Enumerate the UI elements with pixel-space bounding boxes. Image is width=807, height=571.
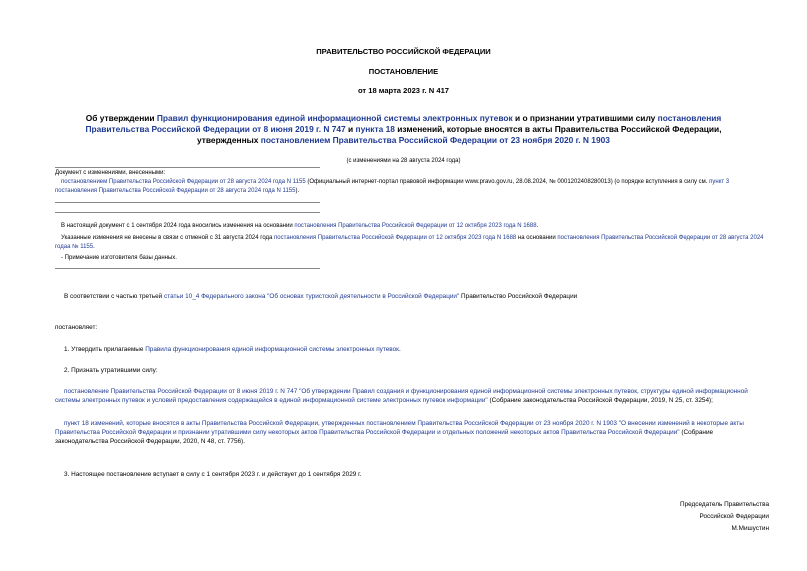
preamble-text: Правительство Российской Федерации xyxy=(459,293,578,300)
divider xyxy=(55,202,320,203)
note-text: . xyxy=(93,243,95,250)
divider xyxy=(55,268,320,269)
item-3: 3. Настоящее постановление вступает в силу с 1 сентября 2023 г. и действует до 1 сентября 2029 г. xyxy=(64,471,362,478)
link-resolution-1155[interactable]: постановления Правительства Российской Федерации от 28 августа 2024 годаа № 1155 xyxy=(55,235,764,250)
document-title xyxy=(55,113,752,146)
preamble-text: В соответствии с частью третьей xyxy=(64,293,165,300)
signature-position: Председатель Правительства xyxy=(680,501,769,508)
link-approved-rules[interactable]: Правила функционирования единой информационной системы электронных путевок xyxy=(145,346,399,353)
note-changes xyxy=(55,222,767,231)
title-text: Об утверждении xyxy=(85,113,157,123)
link-item-18-resolution-1903[interactable]: пункт 18 изменений, которые вносятся в акты Правительства Российской Федерации, утвержденных постановлением Правительства Российской Федерации от 23 ноября 2020 г. N 1903 "О внесении изменений в некоторые акты Правительства Российской Федерации и признании утратившими силу некоторых актов Правительства Российской Федерации и отдельных положений некоторых актов Правительства Российской Федерации" xyxy=(55,420,744,436)
document-type: ПОСТАНОВЛЕНИЕ xyxy=(368,67,439,76)
title-text: изменений, которые вносятся в акты Правительства Российской Федерации, утвержденных xyxy=(197,124,722,145)
preamble xyxy=(64,292,764,301)
changes-list xyxy=(55,178,767,195)
title-link-resolution-1903[interactable]: постановлением Правительства Российской Федерации от 23 ноября 2020 г. N 1903 xyxy=(260,135,610,145)
title-text: и xyxy=(345,124,356,134)
changes-text: (Официальный интернет-портал правовой информации www.pravo.gov.ru, 28.08.2024, № 0001202408280013) (о порядке вступления в силу см. xyxy=(305,179,710,185)
title-link-rules[interactable]: Правил функционирования единой информационной системы электронных путевок xyxy=(156,113,513,123)
note-text: . xyxy=(536,223,539,229)
resolves-keyword: постановляет: xyxy=(55,324,98,331)
link-article-10-4[interactable]: статьи 10_4 Федерального закона "Об основах туристской деятельности в Российской Федерации" xyxy=(164,293,460,300)
item-text: (Собрание законодательства Российской Федерации, 2019, N 25, ст. 3254); xyxy=(487,397,713,404)
item-text: 1. Утвердить прилагаемые xyxy=(64,346,146,353)
item-1 xyxy=(64,345,764,354)
document-date-number: от 18 марта 2023 г. N 417 xyxy=(357,86,450,95)
signature-name: М.Мишустин xyxy=(731,525,769,532)
item-text: . xyxy=(398,346,401,353)
item-text: (Собрание законодательства Российской Федерации, 2020, N 48, ст. 7756). xyxy=(55,429,714,445)
link-resolution-1688[interactable]: постановления Правительства Российской Федерации от 12 октября 2023 года N 1688 xyxy=(294,223,537,229)
link-resolution-1688[interactable]: постановления Правительства Российской Федерации от 12 октября 2023 года N 1688 xyxy=(274,235,517,241)
changes-text: ). xyxy=(295,187,300,194)
note-not-applied xyxy=(55,234,767,251)
signature-country: Российской Федерации xyxy=(699,513,769,520)
divider xyxy=(55,212,320,213)
item-2-sub-2 xyxy=(55,419,767,446)
amended-note: (с изменениями на 28 августа 2024 года) xyxy=(346,158,461,164)
note-text: Указанные изменения не внесены в связи с отменой с 31 августа 2024 года xyxy=(61,235,275,241)
item-2: 2. Признать утратившими силу: xyxy=(64,367,158,374)
link-resolution-1155[interactable]: постановлением Правительства Российской Федерации от 28 августа 2024 года N 1155 xyxy=(61,179,306,185)
database-note: - Примечание изготовителя базы данных. xyxy=(61,255,177,261)
link-item-3-resolution-1155[interactable]: пункт 3 постановления Правительства Российской Федерации от 28 августа 2024 года N 1155 xyxy=(55,179,730,194)
title-link-resolution-747[interactable]: постановления Правительства Российской Федерации от 8 июня 2019 г. N 747 xyxy=(85,113,722,134)
note-text: на основании xyxy=(516,235,558,241)
title-link-item-18[interactable]: пункта 18 xyxy=(355,124,395,134)
link-resolution-747[interactable]: постановление Правительства Российской Федерации от 8 июня 2019 г. N 747 "Об утверждении Правил создания и функционирования единой информационной системы электронных путевок, структуры единой информационной системы электронных путевок и условий предоставления содержащейся в единой информационной системе электронных путевок информации" xyxy=(55,388,748,404)
changes-intro: Документ с изменениями, внесенными: xyxy=(55,170,166,176)
title-text: и о признании утратившими силу xyxy=(512,113,658,123)
government-name: ПРАВИТЕЛЬСТВО РОССИЙСКОЙ ФЕДЕРАЦИИ xyxy=(316,47,491,56)
divider xyxy=(55,167,320,168)
signature-block xyxy=(680,499,769,535)
item-2-sub-1 xyxy=(55,387,767,405)
note-text: В настоящий документ с 1 сентября 2024 года вносились изменения на основании xyxy=(61,223,295,229)
